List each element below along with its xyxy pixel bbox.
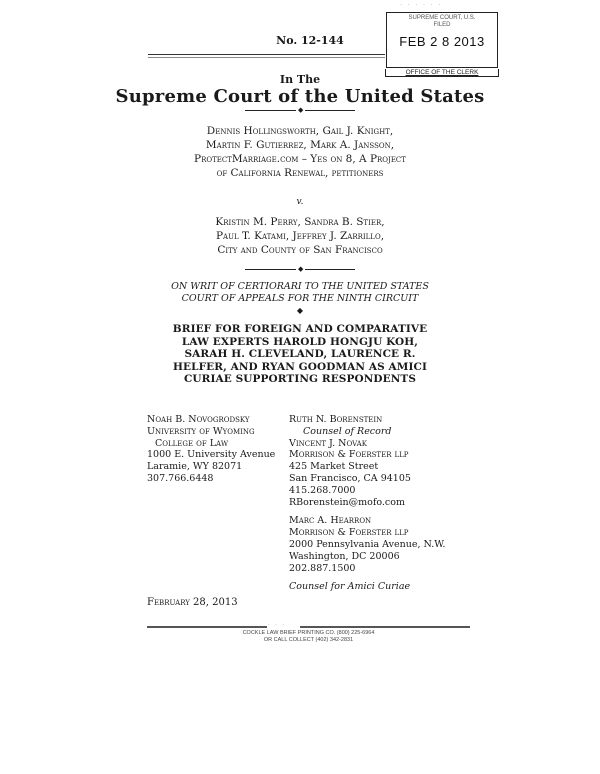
diamond-icon: ◆	[298, 265, 304, 273]
counsel-email[interactable]: RBorenstein@mofo.com	[289, 496, 405, 508]
respondents-block	[140, 215, 460, 257]
brief-title	[140, 323, 460, 386]
separator	[245, 265, 355, 275]
brief-title-line: SARAH H. CLEVELAND, LAURENCE R.	[184, 348, 416, 360]
counsel-institution: University of Wyoming	[147, 425, 255, 437]
counsel-institution: College of Law	[155, 437, 229, 449]
writ-line: COURT OF APPEALS FOR THE NINTH CIRCUIT	[181, 293, 419, 304]
counsel-name: Vincent J. Novak	[289, 437, 367, 449]
brief-title-line: BRIEF FOR FOREIGN AND COMPARATIVE	[172, 323, 428, 335]
counsel-name: Noah B. Novogrodsky	[147, 414, 250, 425]
versus: v.	[296, 197, 304, 207]
header-rule	[148, 54, 385, 55]
counsel-right	[289, 414, 469, 593]
filing-date: February 28, 2013	[147, 597, 238, 608]
petitioner-line: of California Renewal, petitioners	[216, 167, 384, 179]
counsel-street: 425 Market Street	[289, 461, 379, 473]
respondent-line: City and County of San Francisco	[217, 244, 383, 256]
printer-line: OR CALL COLLECT (402) 342-2831	[263, 636, 354, 643]
petitioner-line: ProtectMarriage.com – Yes on 8, A Project	[194, 153, 406, 165]
stamp-date: FEB 2 8 2013	[399, 34, 485, 49]
counsel-phone: 415.268.7000	[289, 484, 356, 496]
footer-rule	[300, 626, 470, 628]
counsel-street: 2000 Pennsylvania Avenue, N.W.	[289, 538, 446, 550]
court-title: Supreme Court of the United States	[115, 86, 485, 107]
in-the-heading: In The	[279, 73, 321, 86]
diamond-icon: ◆	[296, 306, 304, 315]
counsel-name: Marc A. Hearron	[289, 515, 372, 527]
counsel-street: 1000 E. University Avenue	[147, 449, 276, 461]
footer-rule	[147, 626, 267, 628]
stamp-office: OFFICE OF THE CLERK	[385, 69, 499, 77]
printer-line: COCKLE LAW BRIEF PRINTING CO. (800) 225-6964	[242, 630, 375, 636]
counsel-city: San Francisco, CA 94105	[289, 472, 411, 484]
writ-line: ON WRIT OF CERTIORARI TO THE UNITED STATES	[171, 281, 429, 292]
footer-noise: · · ·	[268, 622, 286, 628]
counsel-closing: Counsel for Amici Curiae	[289, 581, 411, 593]
petitioners-block	[140, 124, 460, 180]
writ-block	[140, 281, 460, 305]
respondent-line: Paul T. Katami, Jeffrey J. Zarrillo,	[215, 230, 385, 242]
petitioner-line: Martin F. Gutierrez, Mark A. Jansson,	[205, 139, 395, 151]
counsel-left	[147, 414, 287, 485]
brief-title-line: CURIAE SUPPORTING RESPONDENTS	[183, 373, 417, 385]
counsel-firm: Morrison & Foerster llp	[289, 449, 409, 461]
docket-number: No. 12-144	[276, 34, 344, 47]
respondent-line: Kristin M. Perry, Sandra B. Stier,	[215, 216, 385, 228]
counsel-phone: 202.887.1500	[289, 562, 356, 574]
filed-stamp	[386, 12, 498, 76]
brief-title-line: LAW EXPERTS HAROLD HONGJU KOH,	[181, 335, 419, 348]
counsel-city: Laramie, WY 82071	[147, 461, 243, 473]
diamond-icon: ◆	[298, 106, 304, 114]
stamp-header	[387, 15, 497, 29]
brief-title-line: HELFER, AND RYAN GOODMAN AS AMICI	[173, 360, 427, 373]
counsel-role: Counsel of Record	[303, 425, 392, 437]
counsel-city: Washington, DC 20006	[289, 550, 400, 562]
stamp-court-line: SUPREME COURT, U.S.	[408, 15, 476, 21]
counsel-name: Ruth N. Borenstein	[289, 414, 383, 425]
printer-footer	[147, 630, 470, 643]
stamp-header-noise: · · · · · ·	[400, 2, 443, 8]
counsel-phone: 307.766.6448	[147, 472, 214, 484]
petitioner-line: Dennis Hollingsworth, Gail J. Knight,	[206, 125, 394, 137]
counsel-firm: Morrison & Foerster llp	[289, 527, 409, 539]
stamp-filed: FILED	[433, 22, 451, 28]
header-rule-secondary	[148, 57, 385, 58]
separator	[245, 106, 355, 116]
